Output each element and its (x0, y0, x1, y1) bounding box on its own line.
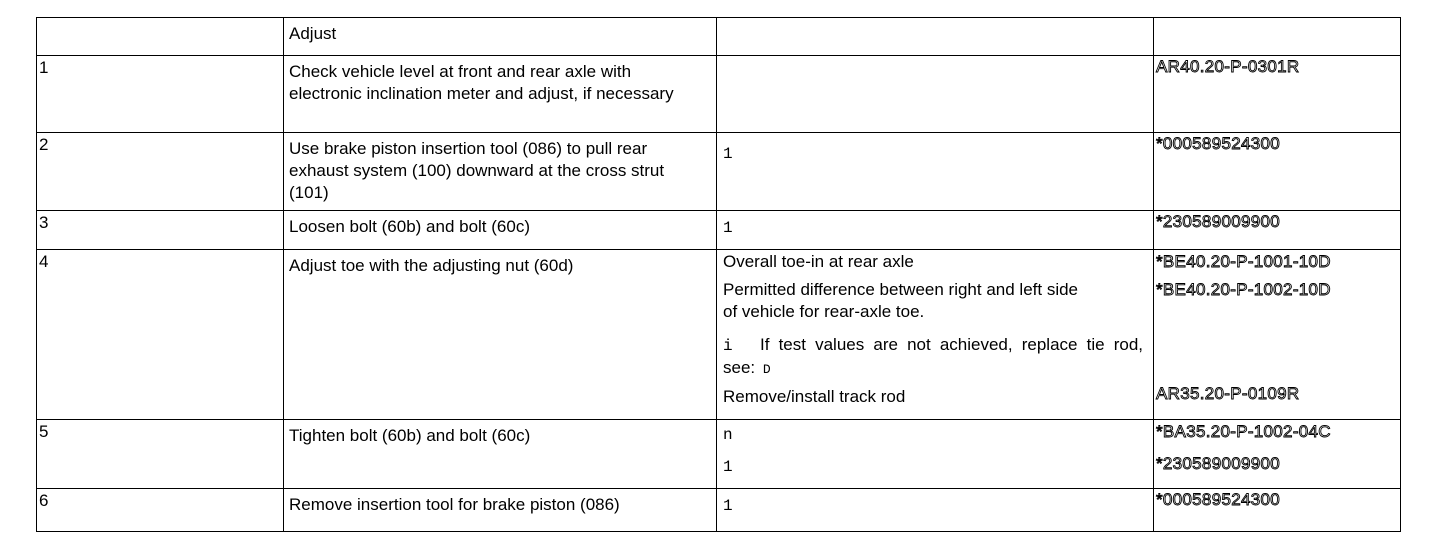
step-reference[interactable] (1154, 211, 1401, 250)
link-symbol-icon: D (762, 362, 771, 377)
step-reference[interactable] (1154, 489, 1401, 532)
reference-link[interactable]: *BA35.20-P-1002-04C (1156, 422, 1331, 441)
reference-link[interactable]: *000589524300 (1156, 490, 1280, 509)
header-cell-empty (37, 18, 284, 56)
step-text: Use brake piston insertion tool (086) to pull rear exhaust system (100) downward at the cross strut (101) (284, 133, 717, 211)
tool-symbol-icon: 1 (723, 219, 733, 237)
table-header-row (37, 18, 1401, 56)
table-row (37, 133, 1401, 211)
reference-link[interactable]: *230589009900 (1156, 212, 1280, 231)
info-note (723, 334, 1143, 381)
step-text: Adjust toe with the adjusting nut (60d) (284, 250, 717, 420)
table-row (37, 420, 1401, 489)
step-text: Remove insertion tool for brake piston (086) (284, 489, 717, 532)
step-number: 4 (37, 250, 284, 420)
reference-link[interactable]: *BE40.20-P-1002-10D (1156, 280, 1331, 299)
step-number: 1 (37, 56, 284, 133)
reference-link[interactable]: AR35.20-P-0109R (1156, 384, 1300, 403)
header-cell-empty-2 (717, 18, 1154, 56)
tool-symbol-icon: 1 (723, 145, 733, 163)
step-tool-cell (717, 420, 1154, 489)
reference-link[interactable]: *BE40.20-P-1001-10D (1156, 252, 1331, 271)
procedure-table (36, 17, 1401, 532)
step-spec-cell (717, 250, 1154, 420)
table-row (37, 250, 1401, 420)
step-number: 3 (37, 211, 284, 250)
reference-link[interactable]: *230589009900 (1156, 454, 1280, 473)
spec-overall-toe: Overall toe-in at rear axle (723, 252, 914, 271)
step-reference (1154, 420, 1401, 489)
table-row (37, 56, 1401, 133)
header-cell-adjust: Adjust (284, 18, 717, 56)
step-tool-cell (717, 211, 1154, 250)
info-note-text: If test values are not achieved, replace tie rod, see: (723, 335, 1143, 377)
tool-symbol-icon: n (723, 426, 733, 444)
remove-install-track-rod-link[interactable]: Remove/install track rod (723, 387, 906, 406)
tool-symbol-icon: 1 (723, 497, 733, 515)
table-row (37, 211, 1401, 250)
step-tool-cell (717, 133, 1154, 211)
header-cell-empty-3 (1154, 18, 1401, 56)
reference-link[interactable]: AR40.20-P-0301R (1156, 57, 1300, 76)
info-icon: i (723, 337, 733, 355)
spec-toe-difference: Permitted difference between right and left side of vehicle for rear-axle toe. (723, 280, 1079, 321)
table-row (37, 489, 1401, 532)
step-reference[interactable] (1154, 133, 1401, 211)
step-reference[interactable] (1154, 56, 1401, 133)
step-reference (1154, 250, 1401, 420)
step-text: Loosen bolt (60b) and bolt (60c) (284, 211, 717, 250)
step-tool-cell (717, 489, 1154, 532)
step-number: 2 (37, 133, 284, 211)
reference-link[interactable]: *000589524300 (1156, 134, 1280, 153)
step-number: 5 (37, 420, 284, 489)
step-tool-cell (717, 56, 1154, 133)
step-text: Tighten bolt (60b) and bolt (60c) (284, 420, 717, 489)
step-number: 6 (37, 489, 284, 532)
tool-symbol-icon: 1 (723, 458, 733, 476)
step-text: Check vehicle level at front and rear axle with electronic inclination meter and adjust, if necessary (284, 56, 717, 133)
